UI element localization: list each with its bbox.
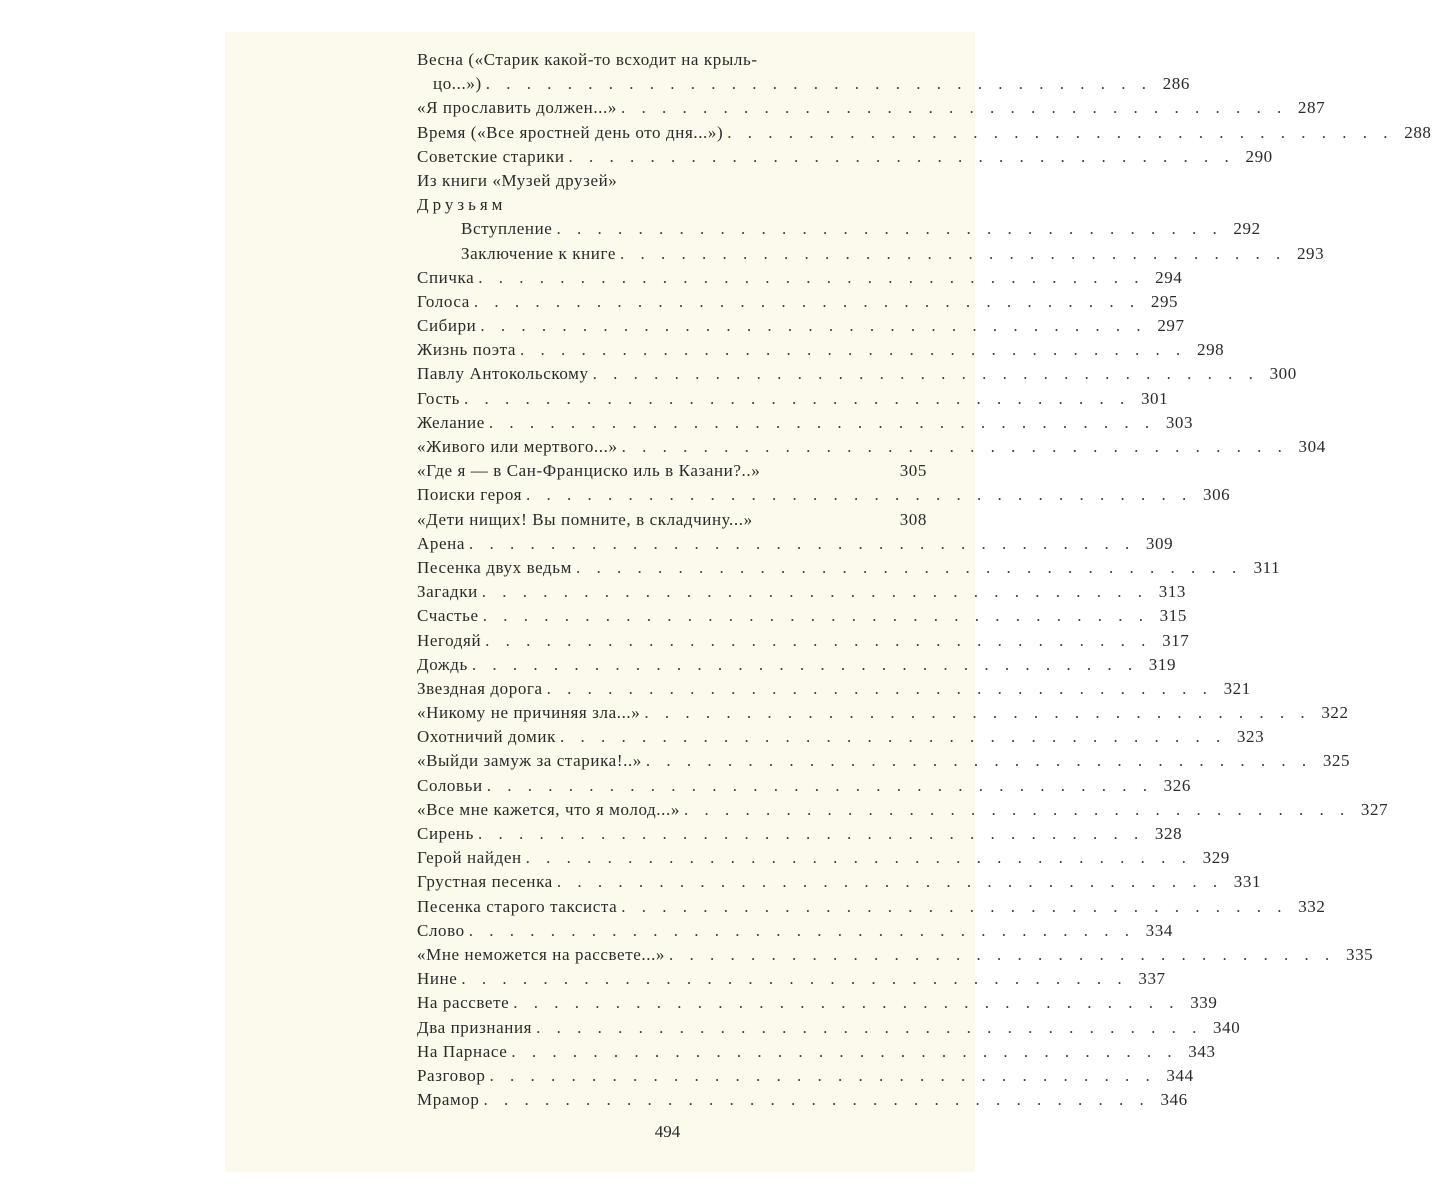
toc-entry-title: Грустная песенка	[417, 870, 557, 894]
toc-entry-title: Сибири	[417, 314, 480, 338]
toc-entry-page: 300	[1269, 364, 1297, 384]
dot-leader: . . . . . . . . . . . . . . . . . . . . . . . . . . . . . . . . .	[621, 437, 1288, 456]
toc-entry-title: Дождь	[417, 653, 472, 677]
toc-entry-page: 317	[1162, 630, 1190, 650]
toc-entry	[417, 846, 1230, 870]
toc-entry-title: «Мне неможется на рассвете...»	[417, 943, 669, 967]
toc-entry-title: Поиски героя	[417, 483, 526, 507]
toc-entry-title: Весна («Старик какой-то всходит на крыль-	[417, 48, 762, 72]
toc-entry	[417, 387, 1169, 411]
dot-leader: . . . . . . . . . . . . . . . . . . . . . . . . . . . . . . . . .	[485, 74, 1152, 94]
dot-leader: . . . . . . . . . . . . . . . . . . . . . . . . . . . . . . . . .	[621, 896, 1288, 916]
toc-entry-title: Сирень	[417, 822, 478, 846]
dot-leader: . . . . . . . . . . . . . . . . . . . . . . . . . . . . . . . . .	[461, 969, 1128, 989]
toc-entry-page: 298	[1196, 340, 1225, 360]
toc-entry-title: Счастье	[417, 604, 483, 628]
toc-entry-page: 295	[1150, 291, 1179, 311]
toc-entry-page: 339	[1190, 993, 1218, 1013]
toc-entry-title: Герой найден	[417, 846, 526, 870]
toc-entry-title: «Дети нищих! Вы помните, в складчину...»	[417, 508, 757, 532]
dot-leader: . . . . . . . . . . . . . . . . . . . . . . . . . . . . . . . . .	[620, 243, 1287, 263]
toc-entry-title: Вступление	[417, 217, 556, 241]
dot-leader: . . . . . . . . . . . . . . . . . . . . . . . . . . . . . . . . .	[568, 146, 1235, 166]
toc-entry-title: Разговор	[417, 1064, 489, 1088]
toc-entry	[417, 870, 1262, 894]
toc-entry	[417, 508, 927, 532]
toc-entry	[417, 193, 927, 217]
toc-entry-title: Негодяй	[417, 629, 485, 653]
toc-entry-page: 329	[1202, 848, 1230, 868]
toc-entry	[417, 580, 1187, 604]
dot-leader: . . . . . . . . . . . . . . . . . . . . . . . . . . . . . . . . .	[485, 630, 1152, 650]
dot-leader: . . . . . . . . . . . . . . . . . . . . . . . . . . . . . . . . .	[464, 388, 1131, 408]
toc-entry	[417, 217, 1261, 241]
toc-entry-title: На Парнасе	[417, 1040, 511, 1064]
dot-leader: . . . . . . . . . . . . . . . . . . . . . . . . . . . . . . . . .	[556, 219, 1223, 239]
toc-entry-title: На рассвете	[417, 991, 513, 1015]
toc-entry-title: Загадки	[417, 580, 482, 604]
dot-leader: . . . . . . . . . . . . . . . . . . . . . . . . . . . . . . . . .	[556, 872, 1224, 892]
toc-entry	[417, 822, 1183, 846]
toc-entry	[417, 121, 1432, 145]
dot-leader: . . . . . . . . . . . . . . . . . . . . . . . . . . . . . . . . .	[525, 848, 1192, 868]
toc-entry-title: Нине	[417, 967, 461, 991]
toc-entry-title: «Выйди замуж за старика!..»	[417, 749, 646, 773]
toc-entry	[417, 774, 1191, 798]
toc-entry	[417, 532, 1174, 556]
dot-leader: . . . . . . . . . . . . . . . . . . . . . . . . . . . . . . . . .	[480, 316, 1147, 336]
toc-entry	[417, 1040, 1216, 1064]
toc-entry	[417, 677, 1251, 701]
toc-entry-page: 290	[1245, 146, 1273, 166]
toc-entry	[417, 96, 1326, 120]
toc-entry-title: Звездная дорога	[417, 677, 547, 701]
toc-entry-page: 311	[1253, 557, 1281, 577]
toc-entry-page: 319	[1148, 654, 1177, 674]
toc-entry-page: 331	[1233, 872, 1262, 892]
dot-leader: . . . . . . . . . . . . . . . . . . . . . . . . . . . . . . . . .	[727, 122, 1394, 142]
toc-entry-title: Мрамор	[417, 1088, 484, 1112]
dot-leader: . . . . . . . . . . . . . . . . . . . . . . . . . . . . . . . . .	[489, 1065, 1156, 1085]
dot-leader: . . . . . . . . . . . . . . . . . . . . . . . . . . . . . . . . .	[477, 824, 1145, 843]
toc-entry	[417, 556, 1281, 580]
dot-leader: . . . . . . . . . . . . . . . . . . . . . . . . . . . . . . . . .	[683, 799, 1351, 819]
toc-entry	[417, 242, 1325, 266]
toc-entry	[417, 798, 1389, 822]
toc-entry-title: Из книги «Музей друзей»	[417, 169, 621, 193]
toc-entry-page: 327	[1360, 799, 1389, 819]
toc-entry-page: 315	[1159, 606, 1187, 626]
toc-entry	[417, 435, 1326, 459]
toc-entry	[417, 701, 1349, 725]
dot-leader: . . . . . . . . . . . . . . . . . . . . . . . . . . . . . . . . .	[526, 485, 1193, 505]
dot-leader: . . . . . . . . . . . . . . . . . . . . . . . . . . . . . . . . .	[620, 98, 1288, 118]
toc-entry	[417, 1088, 1188, 1112]
toc-entry-page: 304	[1298, 437, 1326, 456]
toc-entry-page: 321	[1223, 678, 1251, 698]
toc-entry-page: 313	[1158, 582, 1187, 602]
dot-leader: . . . . . . . . . . . . . . . . . . . . . . . . . . . . . . . . .	[481, 582, 1149, 602]
toc-entry	[417, 991, 1218, 1015]
toc-entry-title: «Все мне кажется, что я молод...»	[417, 798, 684, 822]
dot-leader: . . . . . . . . . . . . . . . . . . . . . . . . . . . . . . . . .	[546, 678, 1213, 698]
toc-entry-title: Заключение к книге	[417, 242, 620, 266]
toc-entry-page: 301	[1140, 388, 1169, 408]
dot-leader: . . . . . . . . . . . . . . . . . . . . . . . . . . . . . . . . .	[473, 291, 1141, 311]
dot-leader: . . . . . . . . . . . . . . . . . . . . . . . . . . . . . . . . .	[520, 340, 1187, 360]
toc-entry-title: «Живого или мертвого...»	[417, 435, 622, 459]
toc-entry-page: 334	[1145, 920, 1173, 940]
toc-entry	[417, 604, 1187, 628]
toc-entry-title: «Я прославить должен...»	[417, 96, 621, 120]
dot-leader: . . . . . . . . . . . . . . . . . . . . . . . . . . . . . . . . .	[478, 267, 1145, 287]
dot-leader: . . . . . . . . . . . . . . . . . . . . . . . . . . . . . . . . .	[592, 364, 1259, 384]
toc-entry	[417, 943, 1374, 967]
toc-entry-page: 346	[1160, 1090, 1188, 1110]
toc-entry	[417, 653, 1177, 677]
toc-entry-title: Арена	[417, 532, 469, 556]
toc-entry-title: Охотничий домик	[417, 725, 560, 749]
toc-entry-title: Советские старики	[417, 145, 569, 169]
toc-entry-title: «Где я — в Сан-Франциско иль в Казани?..»	[417, 459, 764, 483]
toc-entry	[417, 967, 1166, 991]
toc-entry	[417, 169, 927, 193]
toc-entry	[417, 1064, 1194, 1088]
toc-entry-page: 308	[899, 509, 927, 529]
toc-entry	[417, 1016, 1241, 1040]
toc-entry-title: Павлу Антокольскому	[417, 362, 593, 386]
toc-entry-page: 335	[1345, 944, 1374, 964]
toc-entry-page: 297	[1157, 316, 1185, 336]
toc-entry	[417, 749, 1351, 773]
toc-entry	[417, 338, 1225, 362]
toc-entry-page: 344	[1166, 1065, 1194, 1085]
toc-entry-page: 326	[1163, 775, 1191, 795]
dot-leader: . . . . . . . . . . . . . . . . . . . . . . . . . . . . . . . . .	[559, 727, 1227, 747]
toc-entry-page: 287	[1297, 98, 1326, 118]
dot-leader: . . . . . . . . . . . . . . . . . . . . . . . . . . . . . . . . .	[644, 703, 1311, 723]
toc-entry-page: 325	[1322, 751, 1351, 771]
toc-entry	[417, 48, 927, 72]
toc-entry	[417, 629, 1190, 653]
dot-leader: . . . . . . . . . . . . . . . . . . . . . . . . . . . . . . . . .	[669, 944, 1336, 964]
dot-leader: . . . . . . . . . . . . . . . . . . . . . . . . . . . . . . . . .	[576, 557, 1243, 577]
dot-leader: . . . . . . . . . . . . . . . . . . . . . . . . . . . . . . . . .	[471, 654, 1139, 674]
toc-entry-page: 309	[1145, 533, 1174, 553]
toc-entry-page: 292	[1233, 219, 1261, 239]
toc-entry	[417, 145, 1273, 169]
toc-entry-title: Два признания	[417, 1016, 536, 1040]
toc-entry-page: 288	[1404, 122, 1432, 142]
toc-entry	[417, 314, 1185, 338]
toc-entry	[417, 895, 1326, 919]
toc-entry-page: 305	[899, 461, 927, 481]
toc-entry-page: 294	[1155, 267, 1183, 287]
toc-entry-title: Желание	[417, 411, 489, 435]
table-of-contents	[417, 48, 1432, 1112]
dot-leader: . . . . . . . . . . . . . . . . . . . . . . . . . . . . . . . . .	[486, 775, 1153, 795]
dot-leader: . . . . . . . . . . . . . . . . . . . . . . . . . . . . . . . . .	[511, 1041, 1178, 1061]
toc-entry-page: 323	[1236, 727, 1265, 747]
toc-entry	[417, 919, 1173, 943]
toc-entry-page: 293	[1296, 243, 1325, 263]
toc-entry-title: Гость	[417, 387, 464, 411]
toc-entry	[417, 266, 1183, 290]
dot-leader: . . . . . . . . . . . . . . . . . . . . . . . . . . . . . . . . .	[468, 920, 1135, 940]
toc-entry	[417, 362, 1297, 386]
toc-entry-page: 337	[1138, 969, 1166, 989]
toc-entry	[417, 411, 1194, 435]
dot-leader: . . . . . . . . . . . . . . . . . . . . . . . . . . . . . . . . .	[482, 606, 1149, 626]
dot-leader: . . . . . . . . . . . . . . . . . . . . . . . . . . . . . . . . .	[645, 751, 1313, 771]
toc-entry-title: Жизнь поэта	[417, 338, 520, 362]
toc-entry-page: 322	[1321, 703, 1349, 723]
toc-entry	[417, 459, 927, 483]
dot-leader: . . . . . . . . . . . . . . . . . . . . . . . . . . . . . . . . .	[536, 1017, 1203, 1037]
toc-entry-title: Песенка двух ведьм	[417, 556, 576, 580]
toc-entry-title: Соловьи	[417, 774, 487, 798]
toc-entry	[417, 725, 1265, 749]
toc-entry-title: Друзьям	[417, 193, 510, 217]
toc-entry-page: 306	[1202, 485, 1231, 505]
dot-leader: . . . . . . . . . . . . . . . . . . . . . . . . . . . . . . . . .	[468, 533, 1136, 553]
page-number: 494	[654, 1122, 681, 1141]
toc-entry-title: Слово	[417, 919, 469, 943]
dot-leader: . . . . . . . . . . . . . . . . . . . . . . . . . . . . . . . . .	[488, 412, 1156, 432]
toc-entry	[417, 290, 1179, 314]
toc-entry-page: 328	[1154, 824, 1183, 843]
toc-entry-page: 340	[1213, 1017, 1241, 1037]
dot-leader: . . . . . . . . . . . . . . . . . . . . . . . . . . . . . . . . .	[513, 993, 1180, 1013]
toc-entry-page: 343	[1188, 1041, 1216, 1061]
toc-entry-page: 286	[1162, 74, 1190, 94]
toc-entry-title: Спичка	[417, 266, 478, 290]
toc-entry-title: Песенка старого таксиста	[417, 895, 621, 919]
toc-entry-title: «Никому не причиняя зла...»	[417, 701, 644, 725]
toc-entry-title: Голоса	[417, 290, 474, 314]
toc-entry-title: Время («Все яростней день ото дня...»)	[417, 121, 727, 145]
toc-entry-title: цо...»)	[417, 72, 486, 96]
dot-leader: . . . . . . . . . . . . . . . . . . . . . . . . . . . . . . . . .	[483, 1090, 1150, 1110]
toc-entry	[417, 72, 1190, 96]
toc-entry-page: 303	[1165, 412, 1194, 432]
toc-entry	[417, 483, 1231, 507]
toc-entry-page: 332	[1298, 896, 1326, 916]
